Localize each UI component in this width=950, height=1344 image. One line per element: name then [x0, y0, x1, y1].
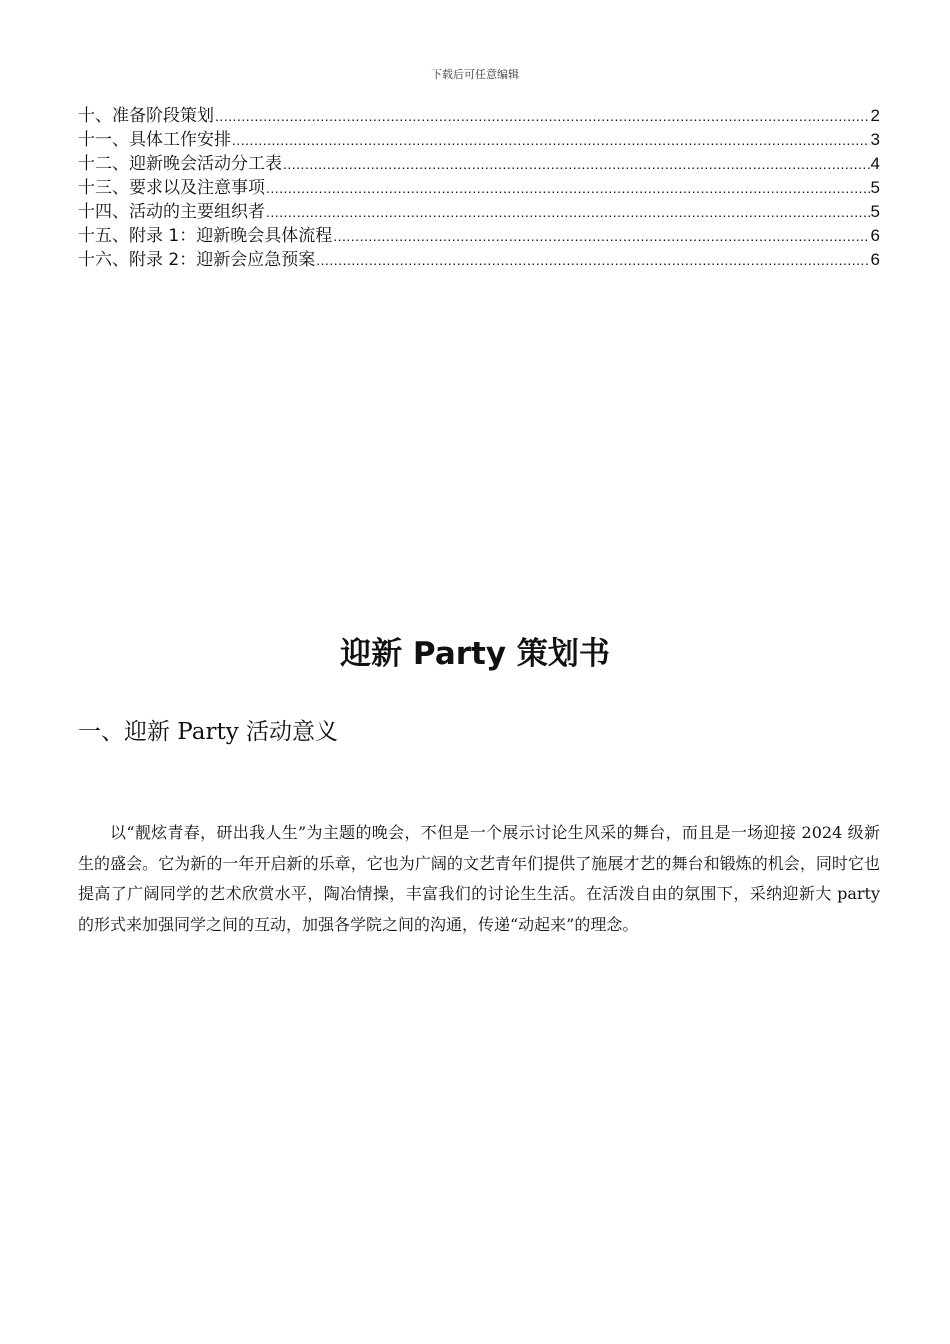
toc-leader-dots	[316, 248, 869, 272]
toc-leader-dots	[283, 152, 870, 176]
toc-entry-page: 3	[870, 130, 880, 149]
toc-entry-label: 十五、附录 1：迎新晚会具体流程	[78, 226, 333, 246]
page-header: 下载后可任意编辑	[431, 68, 519, 81]
section-heading: 一、迎新 Party 活动意义	[78, 719, 339, 745]
toc-leader-dots	[266, 200, 870, 224]
toc-entry-label: 十一、具体工作安排	[78, 130, 231, 150]
toc-entry-label: 十四、活动的主要组织者	[78, 202, 265, 222]
toc-leader-dots	[266, 176, 870, 200]
toc-leader-dots	[232, 128, 870, 152]
toc-entry-page: 4	[870, 154, 880, 173]
table-of-contents	[78, 104, 880, 272]
toc-leader-dots	[215, 104, 870, 128]
toc-entry[interactable]	[78, 248, 880, 272]
toc-entry[interactable]	[78, 200, 880, 224]
toc-entry[interactable]	[78, 176, 880, 200]
body-paragraph: 以“靓炫青春，研出我人生”为主题的晚会，不但是一个展示讨论生风采的舞台，而且是一场迎接 2024 级新生的盛会。它为新的一年开启新的乐章，它也为广阔的文艺青年们提供了施展才艺的舞台和锻炼的机会，同时它也提高了广阔同学的艺术欣赏水平，陶冶情操，丰富我们的讨论生生活。在活泼自由的氛围下，采纳迎新大 party 的形式来加强同学之间的互动，加强各学院之间的沟通，传递“动起来”的理念。	[78, 823, 880, 934]
toc-entry-label: 十六、附录 2：迎新会应急预案	[78, 250, 316, 270]
toc-entry-page: 2	[870, 106, 880, 125]
toc-entry-label: 十三、要求以及注意事项	[78, 178, 265, 198]
toc-entry-page: 6	[870, 226, 880, 245]
toc-entry-label: 十二、迎新晚会活动分工表	[78, 154, 282, 174]
toc-entry[interactable]	[78, 152, 880, 176]
toc-entry-page: 5	[870, 202, 880, 221]
toc-entry[interactable]	[78, 224, 880, 248]
toc-entry-page: 6	[870, 250, 880, 269]
toc-entry[interactable]	[78, 128, 880, 152]
toc-entry[interactable]	[78, 104, 880, 128]
document-title: 迎新 Party 策划书	[340, 636, 610, 672]
toc-leader-dots	[333, 224, 869, 248]
toc-entry-page: 5	[870, 178, 880, 197]
toc-entry-label: 十、准备阶段策划	[78, 106, 214, 126]
